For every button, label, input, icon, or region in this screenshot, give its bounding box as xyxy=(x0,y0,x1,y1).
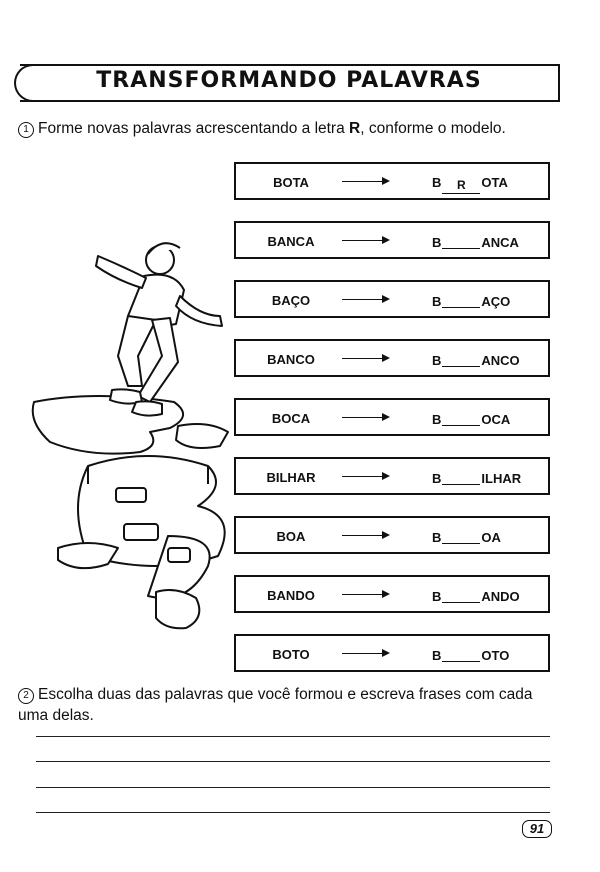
answer-line[interactable] xyxy=(36,787,550,788)
answer-line[interactable] xyxy=(36,812,550,813)
source-word: BANCO xyxy=(267,352,315,367)
arrow-icon xyxy=(342,476,388,477)
result-word: B ANDO xyxy=(432,589,520,604)
result-word: B OA xyxy=(432,530,501,545)
result-word: B OCA xyxy=(432,412,511,427)
result-word: B ANCA xyxy=(432,235,519,250)
question-1: 1 Forme novas palavras acrescentando a letra R, conforme o modelo. xyxy=(18,118,506,139)
letter-blank[interactable] xyxy=(442,411,480,426)
boy-on-letters-illustration xyxy=(28,236,238,636)
source-word: BILHAR xyxy=(266,470,316,485)
result-word: B AÇO xyxy=(432,294,511,309)
word-row xyxy=(234,221,550,259)
letter-blank[interactable] xyxy=(442,352,480,367)
question-2: 2 Escolha duas das palavras que você formou e escreva frases com cada uma delas. xyxy=(18,686,533,724)
letter-blank[interactable]: R xyxy=(442,179,480,194)
arrow-icon xyxy=(342,594,388,595)
arrow-icon xyxy=(342,299,388,300)
result-word: B R OTA xyxy=(432,175,508,192)
source-word: BAÇO xyxy=(271,293,311,308)
page-number: 91 xyxy=(522,820,552,838)
arrow-icon xyxy=(342,417,388,418)
question-number-icon: 1 xyxy=(18,122,34,138)
source-word: BOCA xyxy=(271,411,311,426)
question-number-icon: 2 xyxy=(18,688,34,704)
word-row xyxy=(234,280,550,318)
letter-blank[interactable] xyxy=(442,588,480,603)
arrow-icon xyxy=(342,181,388,182)
letter-blank[interactable] xyxy=(442,529,480,544)
source-word: BOTA xyxy=(273,175,309,190)
arrow-icon xyxy=(342,535,388,536)
answer-line[interactable] xyxy=(36,736,550,737)
letter-blank[interactable] xyxy=(442,647,480,662)
letter-blank[interactable] xyxy=(442,470,480,485)
word-row xyxy=(234,516,550,554)
page-title: TRANSFORMANDO PALAVRAS xyxy=(96,68,482,93)
source-word: BANCA xyxy=(267,234,315,249)
arrow-icon xyxy=(342,653,388,654)
source-word: BOA xyxy=(276,529,306,544)
word-row xyxy=(234,457,550,495)
word-row xyxy=(234,575,550,613)
letter-blank[interactable] xyxy=(442,293,480,308)
word-row xyxy=(234,634,550,672)
result-word: B ANCO xyxy=(432,353,520,368)
word-row xyxy=(234,339,550,377)
result-word: B ILHAR xyxy=(432,471,522,486)
answer-line[interactable] xyxy=(36,761,550,762)
source-word: BANDO xyxy=(267,588,315,603)
result-word: B OTO xyxy=(432,648,510,663)
arrow-icon xyxy=(342,240,388,241)
letter-blank[interactable] xyxy=(442,234,480,249)
word-row xyxy=(234,162,550,200)
word-row xyxy=(234,398,550,436)
arrow-icon xyxy=(342,358,388,359)
source-word: BOTO xyxy=(272,647,310,662)
